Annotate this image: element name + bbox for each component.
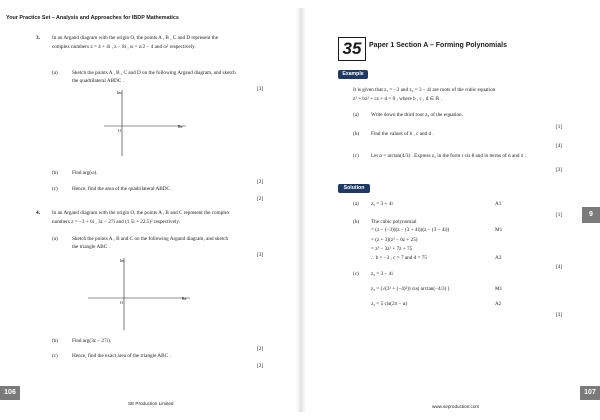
- svg-text:Im: Im: [120, 258, 125, 263]
- mark-allocation: [2]: [257, 363, 264, 369]
- mark-allocation: [2]: [257, 196, 264, 202]
- mark-allocation: [1]: [556, 124, 563, 130]
- part-text: Find arg(3z − 27i).: [72, 338, 112, 344]
- svg-text:O: O: [118, 128, 121, 133]
- mark-code: M1: [495, 286, 503, 292]
- part-label: (a): [52, 70, 58, 76]
- mark-code: A1: [495, 201, 502, 207]
- solution-line: The cubic polynomial: [371, 219, 417, 225]
- part-label: (c): [353, 271, 359, 277]
- part-label: (b): [353, 131, 360, 137]
- part-label: (c): [52, 186, 58, 192]
- chapter-number: 35: [338, 37, 366, 61]
- solution-label: Solution: [338, 184, 370, 193]
- solution-line: z₂ = 5 cis(2π − α): [371, 301, 408, 307]
- footer-publisher: SE Production Limited: [128, 401, 174, 406]
- question-number: 4.: [36, 210, 41, 216]
- solution-line: = (z − (−3))(z − (3 + 4i))(z − (3 − 4i)): [371, 227, 450, 233]
- part-text: the triangle ABC .: [72, 244, 110, 250]
- mark-allocation: [2]: [257, 179, 264, 185]
- part-text: Sketch the points A , B , C and D on the following Argand diagram, and sketch: [72, 70, 236, 76]
- page-number: 107: [580, 386, 600, 400]
- mark-allocation: [4]: [556, 264, 563, 270]
- solution-line: = z³ − 3z² + 7z + 75: [371, 246, 413, 252]
- page-number: 106: [0, 386, 20, 400]
- svg-text:Re: Re: [178, 124, 183, 129]
- left-page-header: Your Practice Set – Analysis and Approaches for IBDP Mathematics: [6, 15, 179, 21]
- chapter-tab: 9: [582, 207, 600, 223]
- part-label: (b): [353, 219, 360, 225]
- question-stem: In an Argand diagram with the origin O, the points A , B and C represent the complex: [52, 210, 230, 216]
- mark-allocation: [1]: [556, 212, 563, 218]
- question-stem: numbers z = −3 + 6i , 3z − 27i and (1 5i + 22.5)² respectively.: [52, 219, 180, 225]
- mark-code: A3: [495, 255, 502, 261]
- part-label: (a): [353, 201, 359, 207]
- part-label: (b): [52, 338, 59, 344]
- book-spine: [296, 8, 306, 412]
- svg-text:Im: Im: [117, 90, 122, 95]
- question-number: 3.: [36, 35, 41, 41]
- mark-allocation: [4]: [556, 143, 563, 149]
- part-text: the quadrilateral ABDC .: [72, 78, 124, 84]
- part-text: Write down the third root z₃ of the equation.: [371, 112, 463, 118]
- svg-text:O: O: [120, 300, 123, 305]
- part-label: (a): [52, 236, 58, 242]
- part-label: (c): [353, 153, 359, 159]
- chapter-title: Paper 1 Section A – Forming Polynomials: [369, 42, 507, 49]
- argand-diagram: [84, 252, 194, 332]
- part-text: Find arg(ω).: [72, 170, 98, 176]
- solution-line: = (z + 3)(z² − 6z + 25): [371, 237, 418, 243]
- mark-code: M1: [495, 227, 503, 233]
- part-label: (b): [52, 170, 59, 176]
- solution-line: z₂ = 3 − 4i: [371, 271, 393, 277]
- part-label: (a): [353, 112, 359, 118]
- part-text: Hence, find the exact area of the triangle ABC .: [72, 353, 171, 359]
- footer-website: www.seproduction.com: [432, 404, 480, 409]
- part-text: Sketch the points A , B and C on the following Argand diagram, and sketch: [72, 236, 229, 242]
- mark-allocation: [3]: [257, 252, 264, 258]
- mark-allocation: [3]: [257, 86, 264, 92]
- part-text: Find the values of b , c and d .: [371, 131, 434, 137]
- argand-diagram: [100, 86, 190, 158]
- mark-code: A2: [495, 301, 502, 307]
- question-stem: complex numbers z = 4 + 4i , z − 8i , ω = z/2 − 4 and ω² respectively.: [52, 44, 196, 50]
- solution-line: z₂ = (√(3² + (−4)²)) cis( arctan(−4/3) ): [371, 286, 450, 292]
- part-text: Let α = arctan(4/3) . Express z₂ in the form r cis θ and in terms of α and π .: [371, 153, 527, 159]
- question-stem: In an Argand diagram with the origin O, the points A , B , C and D represent the: [52, 35, 219, 41]
- mark-allocation: [2]: [257, 346, 264, 352]
- part-text: Hence, find the area of the quadrilateral ABDC .: [72, 186, 173, 192]
- mark-allocation: [3]: [556, 312, 563, 318]
- example-text: It is given that z₁ = −3 and z₂ = 3 − 4i are roots of the cubic equation: [353, 87, 496, 93]
- solution-line: z₃ = 3 + 4i: [371, 201, 393, 207]
- solution-line: ∴ b = −3 , c = 7 and d = 75: [371, 255, 427, 261]
- example-label: Example: [338, 70, 368, 79]
- svg-text:Re: Re: [182, 296, 187, 301]
- part-label: (c): [52, 353, 58, 359]
- example-text: z³ + bz² + cz + d = 0 , where b , c , d ∈ ℝ .: [353, 96, 443, 102]
- mark-allocation: [3]: [556, 167, 563, 173]
